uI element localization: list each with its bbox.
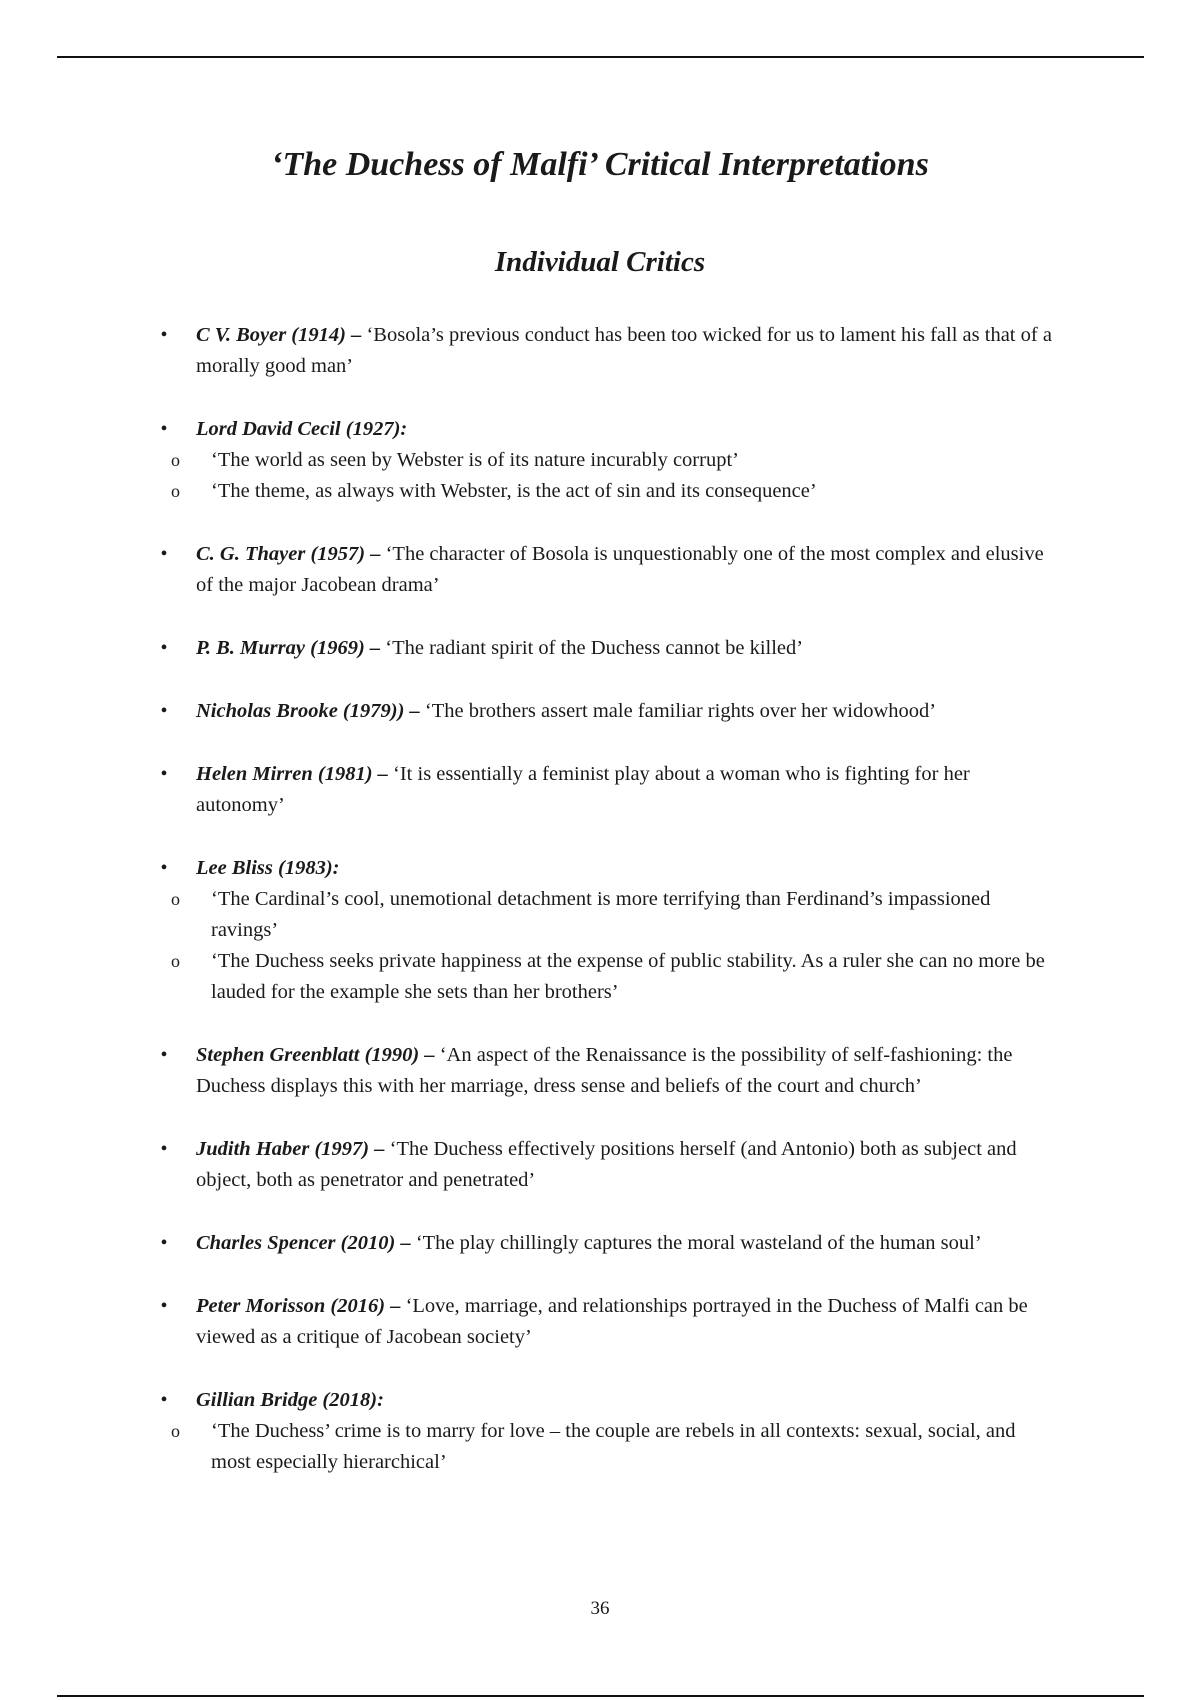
critic-name: Helen Mirren (1981) [196, 763, 373, 785]
bullet-icon: • [160, 1138, 168, 1160]
bullet-item [0, 853, 1058, 884]
critic-entry [0, 759, 1200, 821]
sub-bullet-item [0, 946, 1058, 1008]
critic-quote: ‘It is essentially a feminist play about a woman who is fighting for her autonomy’ [196, 763, 970, 816]
critic-name: Judith Haber (1997) [196, 1138, 370, 1160]
critic-name: C. G. Thayer (1957) [196, 543, 366, 565]
bullet-item [0, 320, 1058, 382]
bullet-icon: • [160, 1232, 168, 1254]
bullet-item [0, 759, 1058, 821]
bullet-icon: • [160, 637, 168, 659]
critic-name: Charles Spencer (2010) [196, 1232, 396, 1254]
bottom-rule [57, 1695, 1144, 1697]
critic-entry [0, 1291, 1200, 1353]
critic-name: Peter Morisson (2016) [196, 1295, 386, 1317]
section-heading: Individual Critics [494, 246, 706, 278]
bullet-icon: • [160, 700, 168, 722]
critic-entry [0, 1385, 1200, 1478]
critic-entry [0, 414, 1200, 507]
sub-bullet-item [0, 884, 1058, 946]
critic-entry [0, 1134, 1200, 1196]
sub-bullet-item [0, 445, 1058, 476]
critic-quote: ‘An aspect of the Renaissance is the possibility of self-fashioning: the Duchess displays this with her marriage, dress sense and beliefs of the court and church’ [196, 1044, 1013, 1097]
sub-quote: ‘The world as seen by Webster is of its nature incurably corrupt’ [211, 449, 739, 471]
critic-name: Stephen Greenblatt (1990) [196, 1044, 420, 1066]
critic-quote: ‘The brothers assert male familiar rights over her widowhood’ [424, 700, 937, 722]
critic-entry [0, 696, 1200, 727]
bullet-item [0, 414, 1058, 445]
critic-name: Lee Bliss (1983): [196, 857, 340, 879]
hollow-circle-icon: o [171, 450, 180, 470]
critic-quote: ‘Bosola’s previous conduct has been too wicked for us to lament his fall as that of a morally good man’ [196, 324, 1052, 377]
critic-separator: – [369, 1138, 390, 1160]
critic-name: P. B. Murray (1969) [196, 637, 365, 659]
sub-quote: ‘The Cardinal’s cool, unemotional detachment is more terrifying than Ferdinand’s impassioned ravings’ [211, 888, 991, 941]
critic-quote: ‘The play chillingly captures the moral wasteland of the human soul’ [415, 1232, 982, 1254]
critic-separator: – [372, 763, 394, 785]
hollow-circle-icon: o [171, 1421, 180, 1441]
bullet-icon: • [160, 763, 168, 785]
sub-quote: ‘The Duchess seeks private happiness at the expense of public stability. As a ruler she can no more be lauded for the example she sets than her brothers’ [211, 950, 1045, 1003]
critic-separator: – [345, 324, 367, 346]
critic-list [0, 320, 1200, 1510]
critic-name: Gillian Bridge (2018): [196, 1389, 384, 1411]
critic-quote: ‘The Duchess effectively positions herself (and Antonio) both as subject and object, both as penetrator and penetrated’ [196, 1138, 1017, 1191]
hollow-circle-icon: o [171, 889, 180, 909]
bullet-item [0, 1291, 1058, 1353]
critic-entry [0, 633, 1200, 664]
critic-separator: – [385, 1295, 406, 1317]
bullet-item [0, 1134, 1058, 1196]
critic-name: C V. Boyer (1914) [196, 324, 346, 346]
sub-bullet-item [0, 476, 1058, 507]
critic-quote: ‘The character of Bosola is unquestionably one of the most complex and elusive of the major Jacobean drama’ [196, 543, 1044, 596]
critic-separator: – [419, 1044, 440, 1066]
bullet-icon: • [160, 1044, 168, 1066]
critic-separator: – [404, 700, 425, 722]
critic-separator: – [364, 637, 386, 659]
critic-name: Nicholas Brooke (1979)) [196, 700, 405, 722]
critic-name: Lord David Cecil (1927): [196, 418, 408, 440]
critic-entry [0, 539, 1200, 601]
bullet-item [0, 539, 1058, 601]
page-title: ‘The Duchess of Malfi’ Critical Interpretations [271, 146, 929, 183]
hollow-circle-icon: o [171, 951, 180, 971]
bullet-item [0, 1228, 1058, 1259]
critic-quote: ‘The radiant spirit of the Duchess cannot be killed’ [385, 637, 804, 659]
bullet-icon: • [160, 1295, 168, 1317]
critic-quote: ‘Love, marriage, and relationships portrayed in the Duchess of Malfi can be viewed as a critique of Jacobean society’ [196, 1295, 1028, 1348]
page-number: 36 [590, 1598, 610, 1619]
bullet-item [0, 696, 1058, 727]
top-rule [57, 56, 1144, 58]
critic-entry [0, 1040, 1200, 1102]
critic-entry [0, 853, 1200, 1008]
bullet-icon: • [160, 324, 168, 346]
bullet-item [0, 633, 1058, 664]
critic-separator: – [365, 543, 386, 565]
sub-quote: ‘The theme, as always with Webster, is the act of sin and its consequence’ [211, 480, 817, 502]
sub-bullet-item [0, 1416, 1058, 1478]
critic-separator: – [395, 1232, 416, 1254]
sub-quote: ‘The Duchess’ crime is to marry for love – the couple are rebels in all contexts: sexual, social, and most especially hierarchical’ [211, 1420, 1016, 1473]
bullet-icon: • [160, 543, 168, 565]
hollow-circle-icon: o [171, 481, 180, 501]
bullet-icon: • [160, 857, 168, 879]
bullet-icon: • [160, 1389, 168, 1411]
bullet-item [0, 1385, 1058, 1416]
critic-entry [0, 1228, 1200, 1259]
bullet-icon: • [160, 418, 168, 440]
bullet-item [0, 1040, 1058, 1102]
critic-entry [0, 320, 1200, 382]
